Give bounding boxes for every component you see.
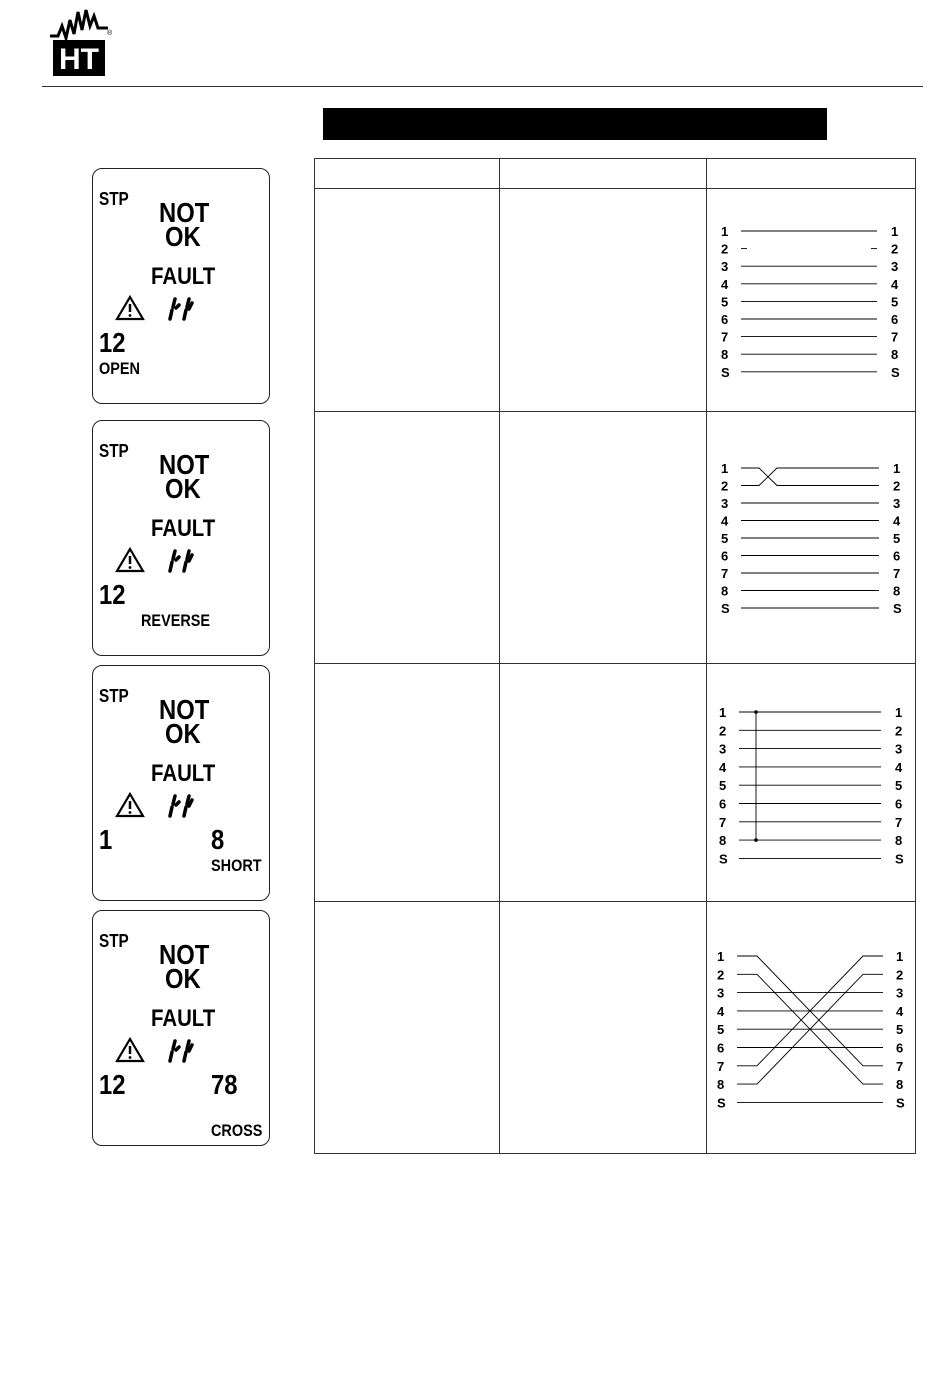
pin-label-right: 6 bbox=[896, 1040, 904, 1056]
pin-label-left: 6 bbox=[717, 1040, 725, 1056]
left-pair-number: 1 bbox=[99, 824, 113, 855]
pin-label-right: 1 bbox=[896, 949, 904, 964]
pin-label-left: 2 bbox=[721, 478, 729, 494]
cable-type-indicator: STP bbox=[99, 441, 129, 461]
pin-label-left: 8 bbox=[721, 583, 729, 599]
fault-type-label: SHORT bbox=[211, 856, 262, 875]
pin-label-left: 3 bbox=[719, 741, 727, 757]
cable-type-indicator: STP bbox=[99, 686, 129, 706]
warning-triangle-icon bbox=[115, 792, 145, 818]
ht-logo bbox=[50, 8, 113, 78]
pin-label-left: 2 bbox=[721, 241, 729, 257]
pin-label-left: 8 bbox=[721, 347, 729, 363]
cable-type-indicator: STP bbox=[99, 931, 129, 951]
fault-table bbox=[314, 158, 916, 1154]
pin-label-right: 2 bbox=[891, 241, 899, 257]
status-line-1: NOT bbox=[159, 197, 210, 228]
pin-label-left: S bbox=[719, 851, 728, 867]
status-line-2: OK bbox=[165, 963, 201, 994]
pin-label-left: 5 bbox=[719, 778, 727, 794]
pin-label-right: S bbox=[891, 364, 900, 380]
pin-label-right: S bbox=[896, 1095, 905, 1111]
fault-indicator: FAULT bbox=[151, 760, 216, 787]
fault-name-cell bbox=[315, 189, 500, 412]
pin-label-left: 2 bbox=[717, 967, 725, 983]
logo-text: HT bbox=[59, 43, 99, 76]
fault-name-cell bbox=[315, 902, 500, 1154]
pin-label-left: 1 bbox=[717, 949, 725, 964]
fault-type-label: CROSS bbox=[211, 1121, 263, 1140]
status-line-2: OK bbox=[165, 718, 201, 749]
pin-label-left: 7 bbox=[717, 1058, 725, 1074]
pin-label-left: 8 bbox=[719, 833, 727, 849]
pin-label-right: 1 bbox=[891, 224, 899, 239]
pin-label-right: 6 bbox=[895, 796, 903, 812]
fault-indicator: FAULT bbox=[151, 1005, 216, 1032]
header-rule bbox=[42, 86, 923, 87]
pin-label-left: 3 bbox=[717, 985, 725, 1001]
fault-description-cell bbox=[500, 664, 707, 902]
left-pair-number: 12 bbox=[99, 579, 126, 610]
wiring-diagram-reverse bbox=[707, 412, 916, 663]
pin-label-left: 1 bbox=[719, 705, 727, 720]
pin-label-right: 8 bbox=[896, 1077, 904, 1093]
status-line-1: NOT bbox=[159, 449, 210, 480]
pin-label-left: 6 bbox=[721, 548, 729, 564]
warning-triangle-icon bbox=[115, 295, 145, 321]
pin-label-right: 3 bbox=[896, 985, 904, 1001]
lcd-display-cross bbox=[92, 910, 270, 1146]
pin-label-left: 6 bbox=[721, 312, 729, 327]
wiring-diagram-cell bbox=[707, 412, 916, 664]
fault-description-cell bbox=[500, 189, 707, 412]
wiring-diagram-cross bbox=[707, 902, 916, 1153]
pin-label-left: S bbox=[721, 364, 730, 380]
pin-label-right: 7 bbox=[895, 814, 903, 830]
pin-label-left: 6 bbox=[719, 796, 727, 812]
table-header-cell bbox=[315, 159, 500, 189]
pin-label-left: 7 bbox=[719, 814, 727, 830]
pin-label-right: 7 bbox=[896, 1058, 904, 1074]
pin-label-left: 8 bbox=[717, 1077, 725, 1093]
pin-label-right: 1 bbox=[895, 705, 903, 720]
table-row bbox=[315, 902, 916, 1154]
wiring-diagram-cell bbox=[707, 189, 916, 412]
pin-label-right: 6 bbox=[893, 548, 901, 564]
pin-label-left: 4 bbox=[717, 1003, 725, 1019]
pin-label-right: 3 bbox=[893, 496, 901, 511]
short-node bbox=[754, 838, 758, 842]
pin-label-right: 4 bbox=[893, 513, 901, 529]
pin-label-left: 7 bbox=[721, 329, 729, 345]
pin-label-right: 4 bbox=[896, 1003, 904, 1019]
table-row bbox=[315, 189, 916, 412]
table-row bbox=[315, 664, 916, 902]
segment-glyph-icon bbox=[167, 547, 201, 575]
left-pair-number: 12 bbox=[99, 327, 126, 358]
fault-indicator: FAULT bbox=[151, 263, 216, 290]
segment-glyph-icon bbox=[167, 792, 201, 820]
status-line-1: NOT bbox=[159, 694, 210, 725]
pin-label-left: 3 bbox=[721, 259, 729, 275]
pin-label-left: 1 bbox=[721, 461, 729, 476]
lcd-display-open bbox=[92, 168, 270, 404]
pin-label-right: 8 bbox=[893, 583, 901, 599]
pin-label-right: 5 bbox=[895, 778, 903, 794]
pin-label-right: 2 bbox=[896, 967, 904, 983]
fault-name-cell bbox=[315, 412, 500, 664]
warning-triangle-icon bbox=[115, 1037, 145, 1063]
fault-description-cell bbox=[500, 412, 707, 664]
pin-label-right: 1 bbox=[893, 461, 901, 476]
right-pair-number: 78 bbox=[211, 1069, 238, 1100]
lcd-display-short bbox=[92, 665, 270, 901]
pin-label-left: 2 bbox=[719, 723, 727, 739]
pin-label-right: S bbox=[895, 851, 904, 867]
table-header-row bbox=[315, 159, 916, 189]
warning-triangle-icon bbox=[115, 547, 145, 573]
pin-label-left: 1 bbox=[721, 224, 729, 239]
pin-label-right: 5 bbox=[891, 294, 899, 310]
section-title-bar bbox=[323, 108, 827, 140]
status-line-2: OK bbox=[165, 473, 201, 504]
pin-label-left: S bbox=[717, 1095, 726, 1111]
table-row bbox=[315, 412, 916, 664]
pin-label-right: 7 bbox=[893, 566, 901, 581]
fault-type-label: OPEN bbox=[99, 359, 140, 378]
pin-label-left: 3 bbox=[721, 496, 729, 511]
fault-indicator: FAULT bbox=[151, 515, 216, 542]
pin-label-right: 6 bbox=[891, 312, 899, 327]
fault-description-cell bbox=[500, 902, 707, 1154]
segment-glyph-icon bbox=[167, 1037, 201, 1065]
pin-label-left: 4 bbox=[719, 759, 727, 775]
pin-label-left: 5 bbox=[721, 531, 729, 546]
pin-label-left: 7 bbox=[721, 566, 729, 581]
wiring-diagram-cell bbox=[707, 902, 916, 1154]
registered-mark: ® bbox=[107, 30, 113, 37]
pin-label-left: 4 bbox=[721, 513, 729, 529]
segment-glyph-icon bbox=[167, 295, 201, 323]
wiring-diagram-open bbox=[707, 189, 916, 411]
pin-label-right: 4 bbox=[895, 759, 903, 775]
pin-label-right: 2 bbox=[893, 478, 901, 494]
left-pair-number: 12 bbox=[99, 1069, 126, 1100]
status-line-1: NOT bbox=[159, 939, 210, 970]
table-header-cell bbox=[500, 159, 707, 189]
pin-label-right: 8 bbox=[891, 347, 899, 363]
wiring-diagram-cell bbox=[707, 664, 916, 902]
pin-label-left: S bbox=[721, 601, 730, 616]
fault-type-label: REVERSE bbox=[141, 611, 211, 630]
pin-label-right: 2 bbox=[895, 723, 903, 739]
pin-label-left: 4 bbox=[721, 276, 729, 292]
fault-name-cell bbox=[315, 664, 500, 902]
pin-label-right: 3 bbox=[895, 741, 903, 757]
table-header-cell bbox=[707, 159, 916, 189]
wiring-diagram-short bbox=[707, 664, 916, 901]
right-pair-number: 8 bbox=[211, 824, 225, 855]
short-node bbox=[754, 710, 758, 714]
pin-label-left: 5 bbox=[721, 294, 729, 310]
lcd-display-reverse bbox=[92, 420, 270, 656]
pin-label-right: S bbox=[893, 601, 902, 616]
pin-label-right: 5 bbox=[893, 531, 901, 546]
pin-label-right: 4 bbox=[891, 276, 899, 292]
pin-label-right: 8 bbox=[895, 833, 903, 849]
pin-label-left: 5 bbox=[717, 1022, 725, 1038]
pin-label-right: 7 bbox=[891, 329, 899, 345]
cable-type-indicator: STP bbox=[99, 189, 129, 209]
pin-label-right: 3 bbox=[891, 259, 899, 275]
status-line-2: OK bbox=[165, 221, 201, 252]
pin-label-right: 5 bbox=[896, 1022, 904, 1038]
